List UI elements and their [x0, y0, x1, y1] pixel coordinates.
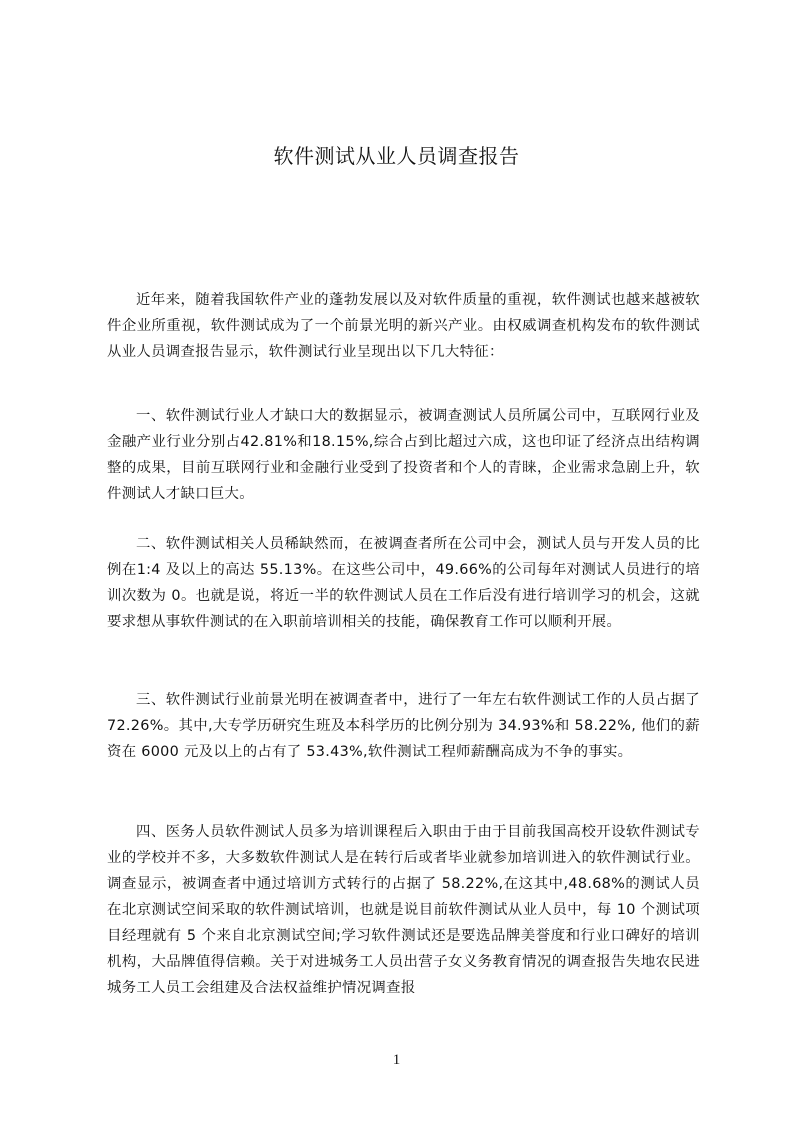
paragraph-industry-prospects: 三、软件测试行业前景光明在被调查者中，进行了一年左右软件测试工作的人员占据了 72.26%。其中,大专学历研究生班及本科学历的比例分别为 34.93%和 58.22%, 他们的薪资在 6000 元及以上的占有了 53.43%,软件测试工程师薪酬高成为不争的事实。: [107, 692, 700, 760]
document-title: 软件测试从业人员调查报告: [273, 144, 520, 168]
paragraph-talent-gap: 一、软件测试行业人才缺口大的数据显示，被调查测试人员所属公司中，互联网行业及金融产业行业分别占42.81%和18.15%,综合占到比超过六成，这也印证了经济点出结构调整的成果，目前互联网行业和金融行业受到了投资者和个人的青睐，企业需求急剧上升，软件测试人才缺口巨大。: [107, 408, 700, 502]
paragraph-staff-shortage: 二、软件测试相关人员稀缺然而，在被调查者所在公司中会，测试人员与开发人员的比例在1:4 及以上的高达 55.13%。在这些公司中，49.66%的公司每年对测试人员进行的培训次数为 0。也就是说，将近一半的软件测试人员在工作后没有进行培训学习的机会，这就要求想从事软件测试的在入职前培训相关的技能，确保教育工作可以顺利开展。: [107, 536, 700, 630]
intro-paragraph: 近年来，随着我国软件产业的蓬勃发展以及对软件质量的重视，软件测试也越来越被软件企业所重视，软件测试成为了一个前景光明的新兴产业。由权威调查机构发布的软件测试从业人员调查报告显示，软件测试行业呈现出以下几大特征：: [107, 292, 700, 360]
page-number: 1: [392, 1052, 401, 1068]
paragraph-training-path: 四、医务人员软件测试人员多为培训课程后入职由于由于目前我国高校开设软件测试专业的学校并不多，大多数软件测试人是在转行后或者毕业就参加培训进入的软件测试行业。调查显示，被调查者中通过培训方式转行的占据了 58.22%,在这其中,48.68%的测试人员在北京测试空间采取的软件测试培训，也就是说目前软件测试从业人员中，每 10 个测试项目经理就有 5 个来自北京测试空间;学习软件测试还是要选品牌美誉度和行业口碑好的培训机构，大品牌值得信赖。关于对进城务工人员出营子女义务教育情况的调查报告失地农民进城务工人员工会组建及合法权益维护情况调查报: [107, 824, 700, 996]
